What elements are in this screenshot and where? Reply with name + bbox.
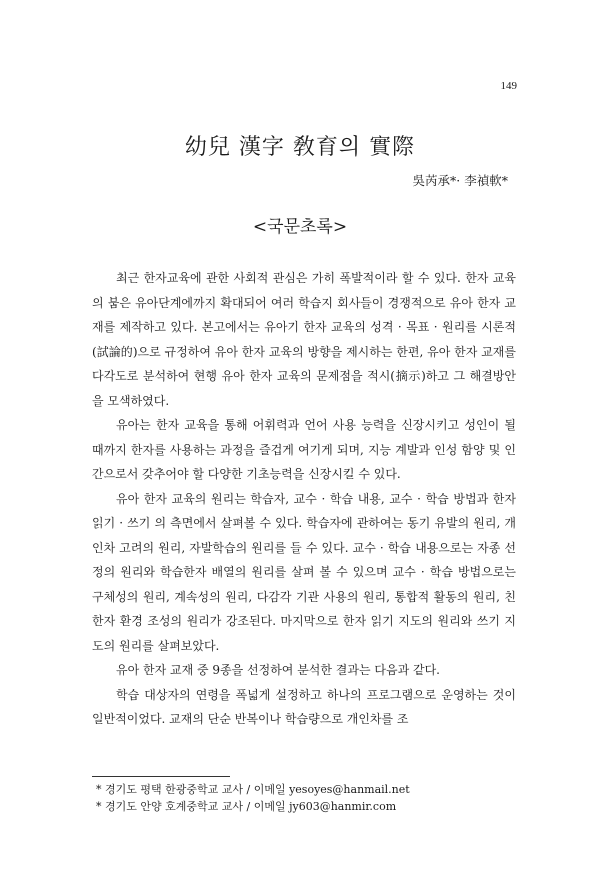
- author-line: 吳芮承*· 李禎軟*: [412, 173, 508, 188]
- page-number: 149: [500, 80, 517, 92]
- abstract-heading: <국문초록>: [252, 217, 348, 237]
- abstract-paragraph-5: 학습 대상자의 연령을 폭넓게 설정하고 하나의 프로그램으로 운영하는 것이 일반적이었다. 교재의 단순 반복이나 학습량으로 개인차를 조: [92, 687, 516, 726]
- paper-title: 幼兒 漢字 敎育의 實際: [184, 135, 416, 160]
- abstract-paragraph-3: 유아 한자 교육의 원리는 학습자, 교수 · 학습 내용, 교수 · 학습 방법과 한자 읽기 · 쓰기 의 측면에서 살펴볼 수 있다. 학습자에 관하여는 동기 유발의 원리, 개인차 고려의 원리, 자발학습의 원리를 들 수 있다. 교수 · 학습 내용으로는 자종 선정의 원리와 학습한자 배열의 원리를 살펴 볼 수 있으며 교수 · 학습 방법으로는 구체성의 원리, 계속성의 원리, 다감각 기관 사용의 원리, 통합적 활동의 원리, 친한자 환경 조성의 원리가 강조된다. 마지막으로 한자 읽기 지도의 원리와 쓰기 지도의 원리를 살펴보았다.: [92, 491, 516, 653]
- abstract-paragraph-4: 유아 한자 교재 중 9종을 선정하여 분석한 결과는 다음과 같다.: [116, 663, 440, 677]
- abstract-body: [92, 266, 516, 732]
- footnote-author-2: * 경기도 안양 호계중학교 교사 / 이메일 jy603@hanmir.com: [96, 800, 397, 813]
- footnotes: [96, 781, 516, 815]
- footnote-divider: [92, 776, 230, 777]
- abstract-paragraph-1: 최근 한자교육에 관한 사회적 관심은 가히 폭발적이라 할 수 있다. 한자 교육의 붐은 유아단계에까지 확대되어 여러 학습지 회사들이 경쟁적으로 유아 한자 교재를 제작하고 있다. 본고에서는 유아기 한자 교육의 성격 · 목표 · 원리를 시론적(試論的)으로 규정하여 유아 한자 교육의 방향을 제시하는 한편, 유아 한자 교재를 다각도로 분석하여 현행 유아 한자 교육의 문제점을 적시(摘示)하고 그 해결방안을 모색하였다.: [92, 271, 516, 408]
- abstract-paragraph-2: 유아는 한자 교육을 통해 어휘력과 언어 사용 능력을 신장시키고 성인이 될 때까지 한자를 사용하는 과정을 즐겁게 여기게 되며, 지능 계발과 인성 함양 및 인간으로서 갖추어야 할 다양한 기초능력을 신장시킬 수 있다.: [92, 418, 516, 481]
- footnote-author-1: * 경기도 평택 한광중학교 교사 / 이메일 yesoyes@hanmail.net: [96, 783, 410, 796]
